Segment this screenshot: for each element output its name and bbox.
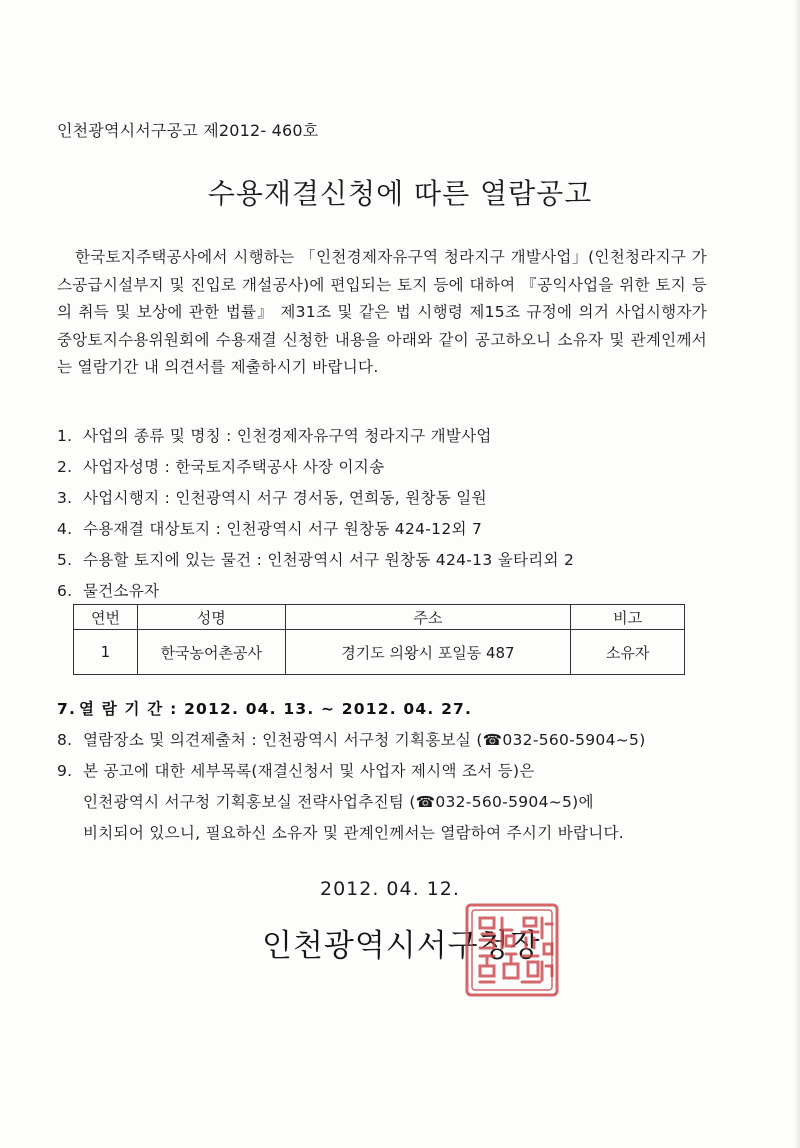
item-viewing-period — [57, 697, 472, 719]
item-number: 1. — [57, 427, 73, 445]
item-text: 열람장소 및 의견제출처 : 인천광역시 서구청 기획홍보실 (☎032-560-5904~5) — [83, 731, 646, 749]
cell-address: 경기도 의왕시 포일동 487 — [285, 630, 571, 675]
item-text: 열 람 기 간 : 2012. 04. 13. ~ 2012. 04. 27. — [79, 700, 473, 718]
item-number: 8. — [57, 731, 73, 749]
header-name: 성명 — [137, 605, 285, 630]
item-object-owner — [57, 579, 159, 601]
item-detail-list-line2: 인천광역시 서구청 기획홍보실 전략사업추진팀 (☎032-560-5904~5)에 — [83, 793, 594, 811]
owner-table — [73, 604, 685, 675]
item-project-name — [57, 424, 492, 446]
item-text: 사업시행지 : 인천광역시 서구 경서동, 연희동, 원창동 일원 — [83, 489, 487, 507]
cell-name: 한국농어촌공사 — [137, 630, 285, 675]
issuer-name: 인천광역시서구청장 — [262, 928, 541, 964]
header-no: 연번 — [74, 605, 138, 630]
item-text: 사업의 종류 및 명칭 : 인천경제자유구역 청라지구 개발사업 — [83, 427, 492, 445]
item-text: 본 공고에 대한 세부목록(재결신청서 및 사업자 제시액 조서 등)은 — [83, 762, 535, 780]
item-text: 사업자성명 : 한국토지주택공사 사장 이지송 — [83, 458, 385, 476]
item-detail-list-line3: 비치되어 있으니, 필요하신 소유자 및 관계인께서는 열람하여 주시기 바랍니다. — [83, 824, 625, 842]
notice-title: 수용재결신청에 따른 열람공고 — [207, 177, 593, 210]
item-number: 3. — [57, 489, 73, 507]
item-detail-list — [57, 759, 535, 781]
item-text: 수용재결 대상토지 : 인천광역시 서구 원창동 424-12외 7 — [83, 520, 483, 538]
item-number: 5. — [57, 551, 73, 569]
item-operator — [57, 455, 384, 477]
official-seal-stamp — [462, 900, 562, 1000]
item-number: 2. — [57, 458, 73, 476]
item-target-land — [57, 517, 482, 539]
notice-date: 2012. 04. 12. — [320, 878, 460, 900]
intro-paragraph: 한국토지주택공사에서 시행하는 「인천경제자유구역 청라지구 개발사업」(인천청라지구 가스공급시설부지 및 진입로 개설공사)에 편입되는 토지 등에 대하여 『공익사업을 위한 토지 등의 취득 및 보상에 관한 법률』 제31조 및 같은 법 시행령 제15조 규정에 의거 사업시행자가 중앙토지수용위원회에 수용재결 신청한 내용을 아래와 같이 공고하오니 소유자 및 관계인께서는 열람기간 내 의견서를 제출하시기 바랍니다. — [57, 248, 707, 376]
cell-note: 소유자 — [571, 630, 685, 675]
item-number: 7. — [57, 700, 77, 718]
header-address: 주소 — [285, 605, 571, 630]
item-objects — [57, 548, 574, 570]
notice-number: 인천광역시서구공고 제2012- 460호 — [57, 121, 319, 140]
header-note: 비고 — [571, 605, 685, 630]
item-text: 수용할 토지에 있는 물건 : 인천광역시 서구 원창동 424-13 울타리외 2 — [83, 551, 575, 569]
item-text: 물건소유자 — [83, 582, 160, 600]
item-number: 6. — [57, 582, 73, 600]
table-row — [74, 630, 685, 675]
item-number: 4. — [57, 520, 73, 538]
owner-table-header-row — [74, 605, 685, 630]
item-project-site — [57, 486, 487, 508]
item-number: 9. — [57, 762, 73, 780]
item-viewing-place — [57, 728, 646, 750]
cell-no: 1 — [74, 630, 138, 675]
